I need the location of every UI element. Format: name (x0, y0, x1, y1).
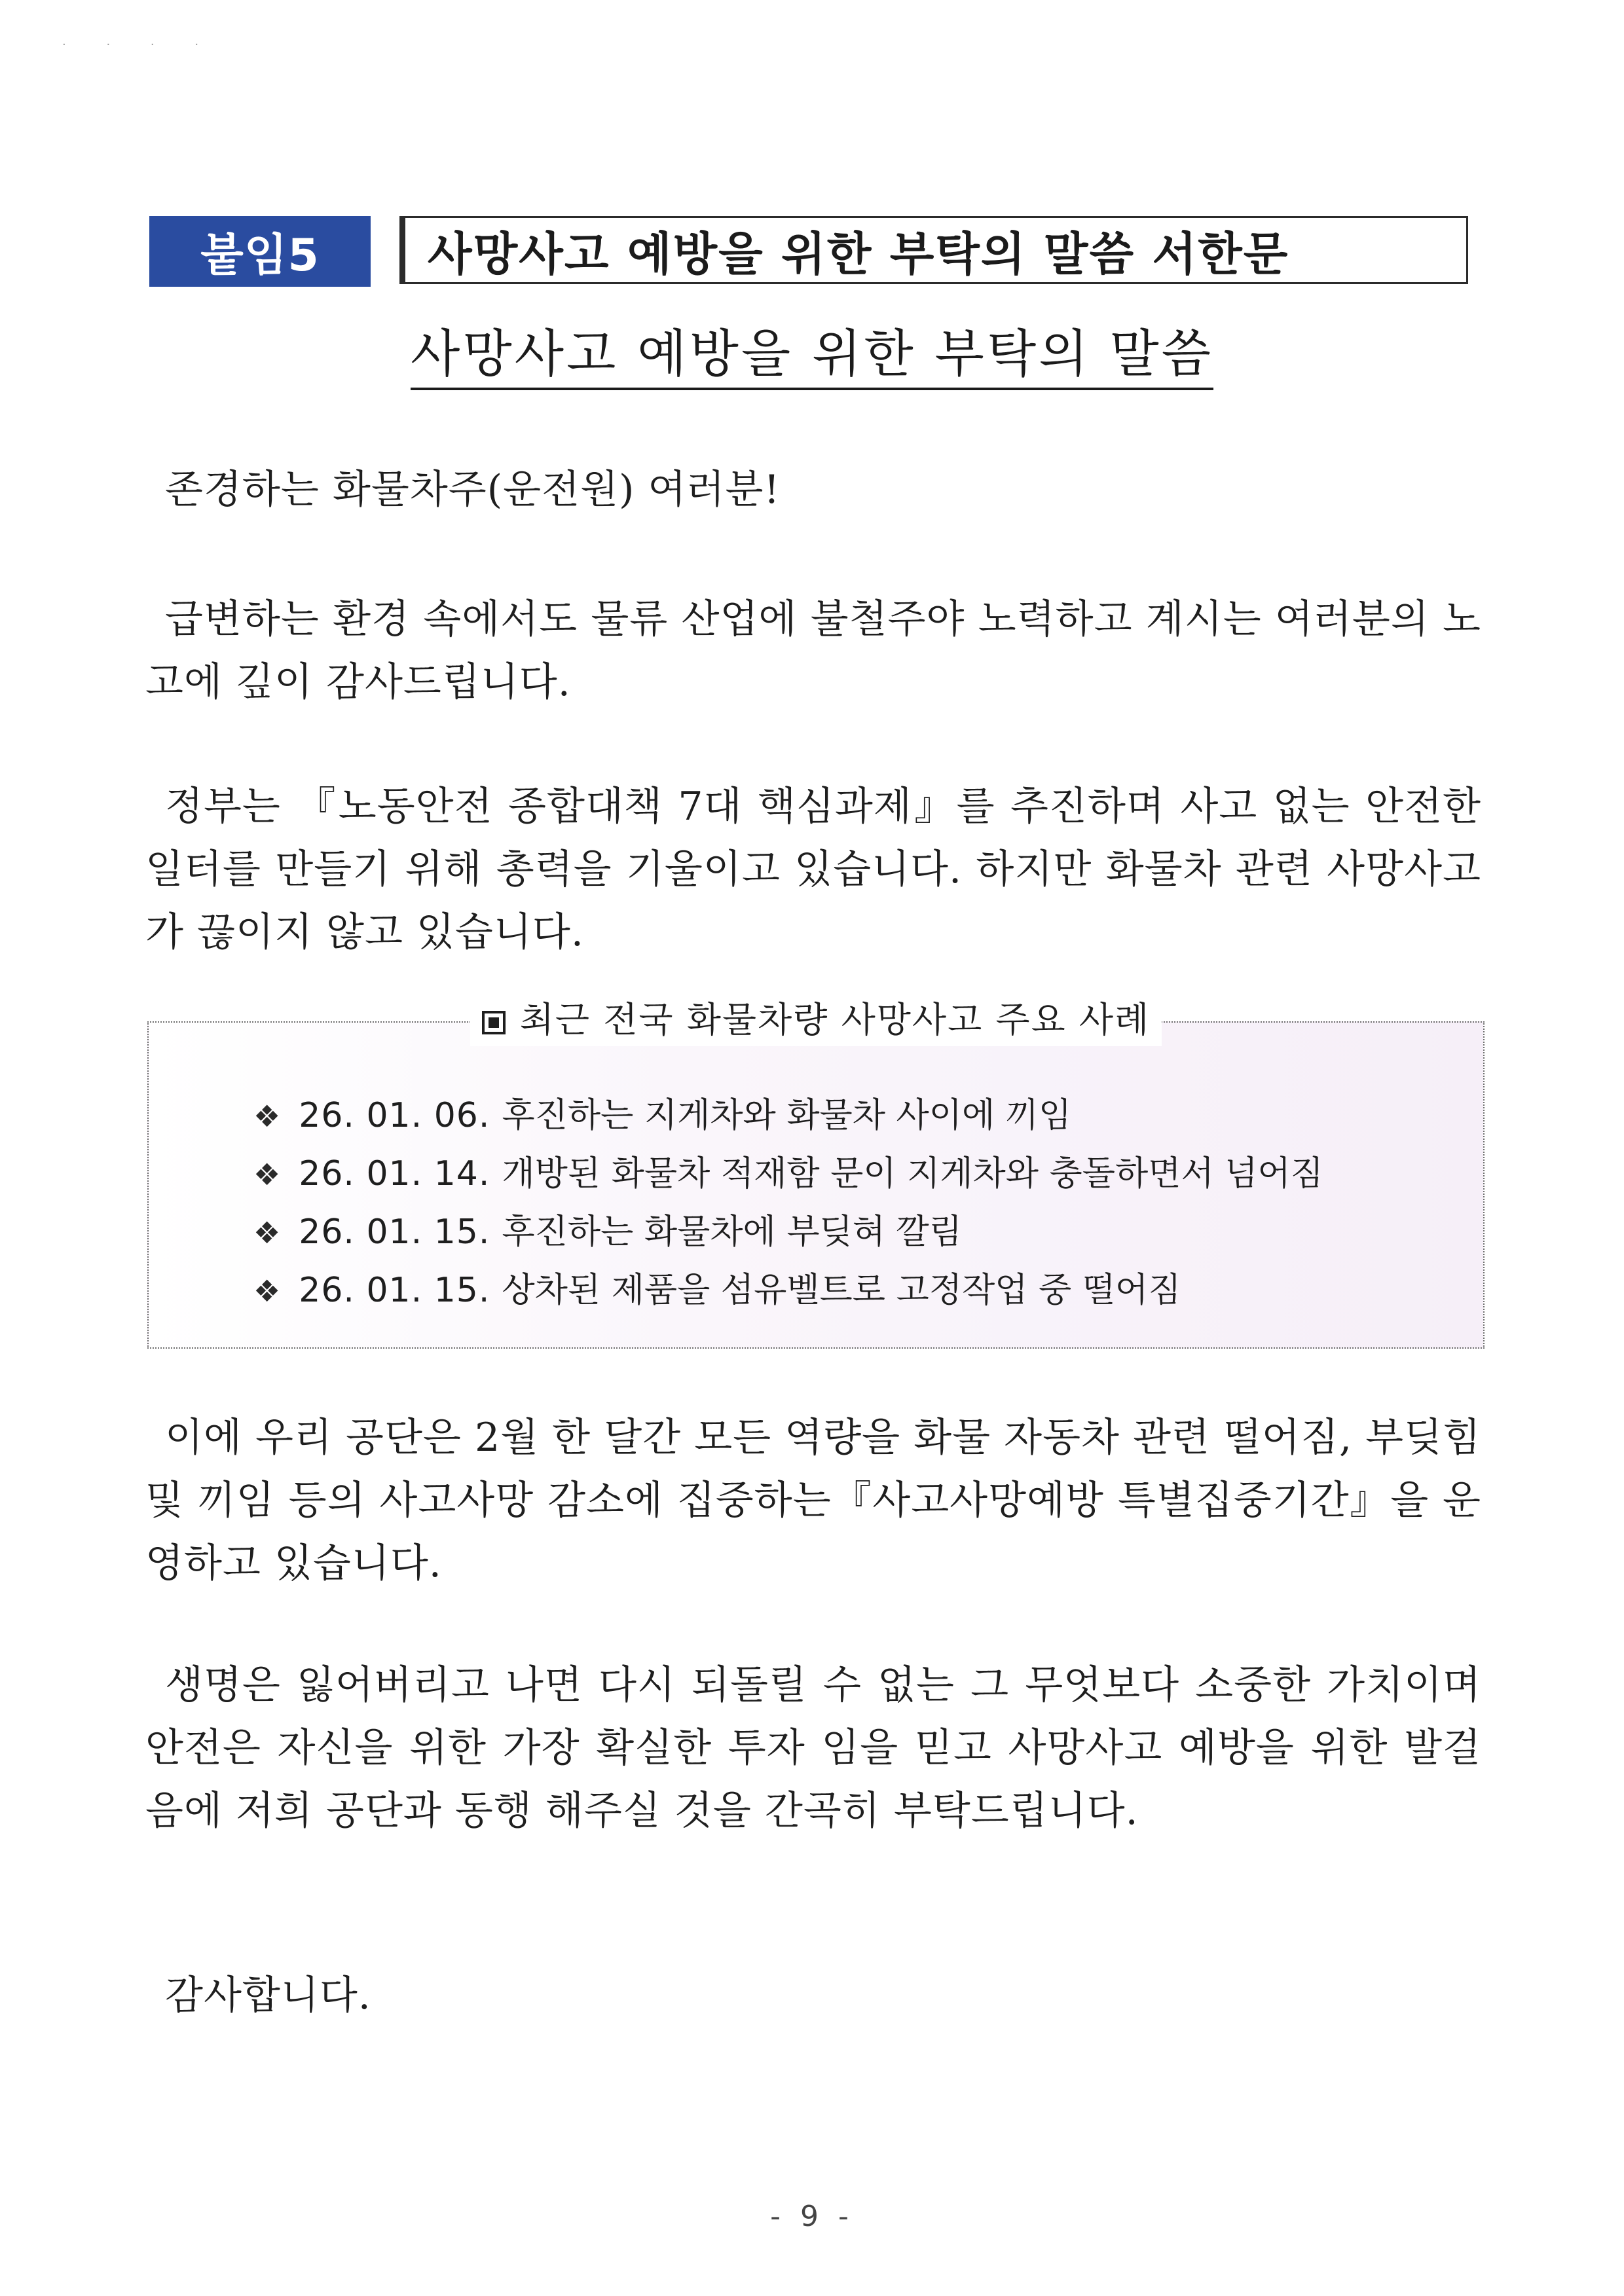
case-date: 26. 01. 06. (299, 1096, 490, 1135)
scan-marks: · · · · (62, 38, 217, 52)
case-description: 상차된 제품을 섬유벨트로 고정작업 중 떨어짐 (502, 1271, 1181, 1310)
attachment-title-text: 사망사고 예방을 위한 부탁의 말씀 서한문 (428, 227, 1289, 281)
case-description: 개방된 화물차 적재함 문이 지게차와 충돌하면서 넘어짐 (502, 1154, 1323, 1194)
list-item (253, 1145, 1323, 1203)
diamond-bullet-icon: ❖ (253, 1099, 281, 1134)
diamond-bullet-icon: ❖ (253, 1215, 281, 1250)
case-description: 후진하는 화물차에 부딪혀 깔림 (502, 1212, 963, 1252)
accident-cases-box (147, 999, 1485, 1349)
square-bullet-icon (482, 1011, 506, 1034)
attachment-title (399, 216, 1468, 284)
case-description: 후진하는 지게차와 화물차 사이에 끼임 (502, 1096, 1072, 1135)
paragraph-government-policy: 정부는 『노동안전 종합대책 7대 핵심과제』를 추진하며 사고 없는 안전한 일터를 만들기 위해 총력을 기울이고 있습니다. 하지만 화물차 관련 사망사고가 끊이지 않고 있습니다. (145, 784, 1481, 955)
list-item (253, 1087, 1323, 1145)
list-item (253, 1203, 1323, 1262)
diamond-bullet-icon: ❖ (253, 1157, 281, 1192)
attachment-header (149, 216, 1471, 287)
case-date: 26. 01. 15. (299, 1212, 490, 1252)
paragraph-special-period: 이에 우리 공단은 2월 한 달간 모든 역량을 화물 자동차 관련 떨어짐, 부딪힘 및 끼임 등의 사고사망 감소에 집중하는『사고사망예방 특별집중기간』을 운영하고 있습니다. (145, 1415, 1481, 1586)
case-date: 26. 01. 15. (299, 1271, 490, 1310)
accident-cases-list (253, 1087, 1323, 1320)
accident-cases-title: 최근 전국 화물차량 사망사고 주요 사례 (519, 999, 1151, 1040)
case-date: 26. 01. 14. (299, 1154, 490, 1194)
page-number: - 9 - (770, 2200, 854, 2233)
paragraph-gratitude: 급변하는 환경 속에서도 물류 산업에 불철주야 노력하고 계시는 여러분의 노고에 깊이 감사드립니다. (145, 596, 1481, 705)
paragraph-request: 생명은 잃어버리고 나면 다시 되돌릴 수 없는 그 무엇보다 소중한 가치이며 안전은 자신을 위한 가장 확실한 투자 임을 믿고 사망사고 예방을 위한 발걸음에 저희 공단과 동행 해주실 것을 간곡히 부탁드립니다. (145, 1662, 1481, 1834)
list-item (253, 1262, 1323, 1320)
attachment-tag: 붙임5 (149, 216, 371, 287)
closing-remark: 감사합니다. (165, 1973, 371, 2018)
letter-title-text: 사망사고 예방을 위한 부탁의 말씀 (411, 325, 1213, 390)
letter-title (0, 313, 1624, 386)
greeting: 존경하는 화물차주(운전원) 여러분! (165, 467, 781, 513)
diamond-bullet-icon: ❖ (253, 1273, 281, 1309)
accident-cases-header (149, 994, 1483, 1046)
